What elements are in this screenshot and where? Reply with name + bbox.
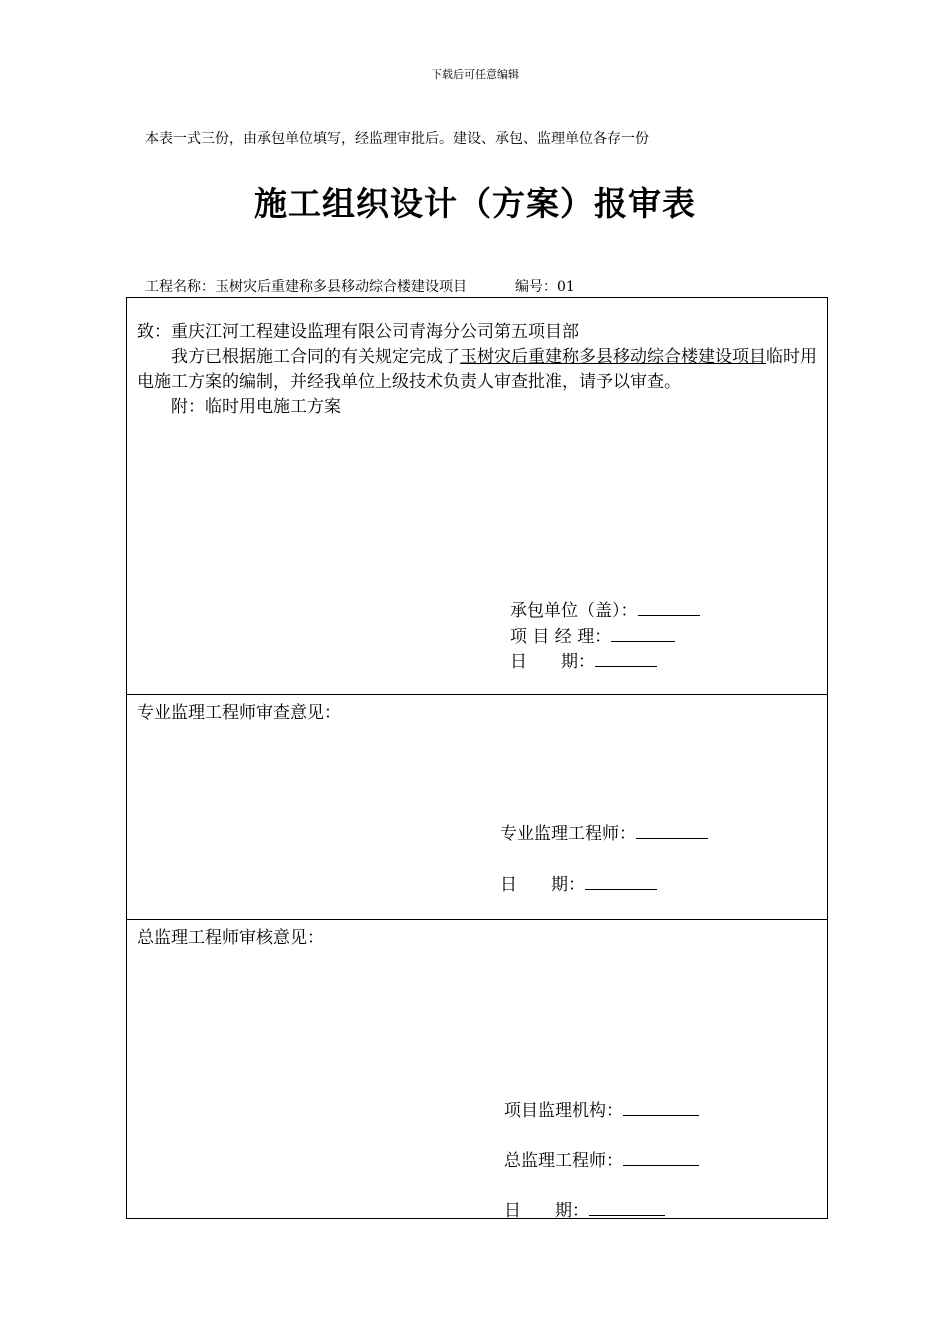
contractor-seal-field[interactable] <box>638 599 700 616</box>
copy-note: 本表一式三份，由承包单位填写，经监理审批后。建设、承包、监理单位各存一份 <box>145 131 649 147</box>
supervision-org-field[interactable] <box>623 1099 699 1116</box>
project-name-underlined: 玉树灾后重建称多县移动综合楼建设项目 <box>460 347 766 367</box>
application-body: 我方已根据施工合同的有关规定完成了玉树灾后重建称多县移动综合楼建设项目临时用电施工方案的编制，并经我单位上级技术负责人审查批准，请予以审查。 <box>137 347 817 392</box>
project-manager-field[interactable] <box>611 625 675 642</box>
project-line <box>145 276 575 296</box>
attachment-line: 附：临时用电施工方案 <box>171 397 341 417</box>
addressee: 致：重庆江河工程建设监理有限公司青海分公司第五项目部 <box>137 322 579 342</box>
chief-review-label: 总监理工程师审核意见： <box>137 928 324 948</box>
contractor-date-field[interactable] <box>595 650 657 667</box>
page-title: 施工组织设计（方案）报审表 <box>254 184 696 223</box>
project-manager-line: 项 目 经 理： <box>510 622 675 647</box>
project-name: 工程名称：玉树灾后重建称多县移动综合楼建设项目 <box>145 279 467 295</box>
chief-engineer-line: 总监理工程师： <box>504 1146 699 1171</box>
contractor-section <box>127 298 827 695</box>
chief-engineer-field[interactable] <box>623 1149 699 1166</box>
engineer-date-line: 日 期： <box>500 870 657 895</box>
application-text <box>137 320 821 420</box>
chief-review-section <box>127 920 827 1221</box>
project-number: 编号：01 <box>515 279 575 295</box>
chief-date-line: 日 期： <box>504 1196 665 1221</box>
engineer-review-label: 专业监理工程师审查意见： <box>137 703 341 723</box>
engineer-review-section <box>127 695 827 920</box>
review-form-table <box>126 297 828 1219</box>
chief-date-field[interactable] <box>589 1199 665 1216</box>
header-note: 下载后可任意编辑 <box>431 68 519 81</box>
contractor-date-line: 日 期： <box>510 647 657 672</box>
engineer-signature-line: 专业监理工程师： <box>500 819 708 844</box>
supervision-org-line: 项目监理机构： <box>504 1096 699 1121</box>
engineer-signature-field[interactable] <box>636 822 708 839</box>
contractor-seal-line: 承包单位（盖）： <box>510 596 700 621</box>
engineer-date-field[interactable] <box>585 873 657 890</box>
